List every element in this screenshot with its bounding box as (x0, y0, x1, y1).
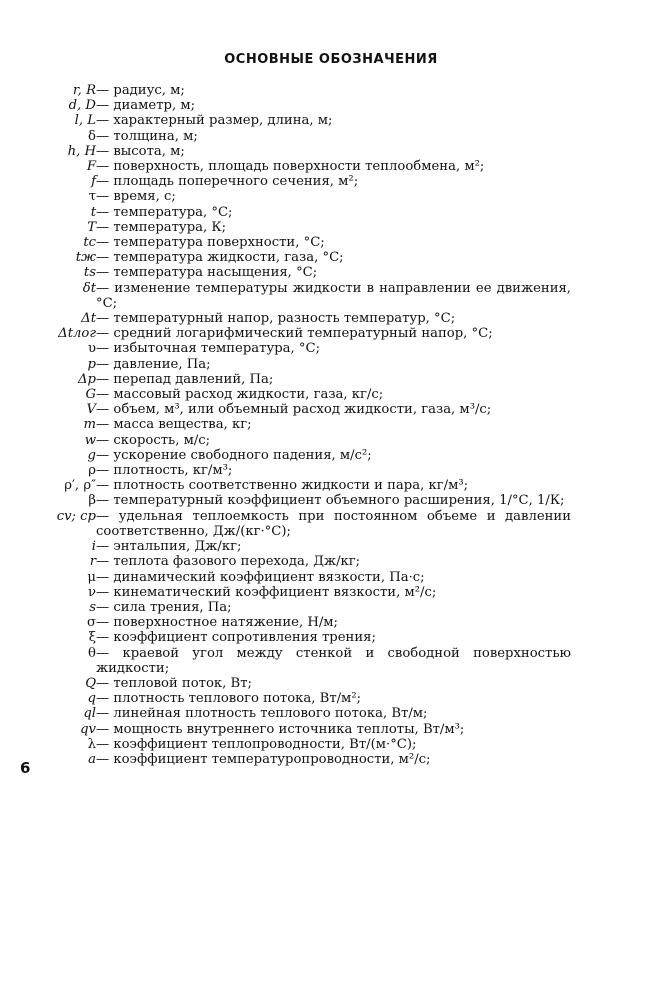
description: — диаметр, м; (96, 98, 196, 114)
symbol: β (88, 493, 96, 509)
description: — ускорение свободного падения, м/с²; (96, 447, 372, 463)
description: — плотность, кг/м³; (96, 463, 233, 479)
notation-entry (0, 433, 662, 448)
notation-entry (0, 752, 662, 767)
symbol: s (89, 599, 96, 615)
symbol: tж (75, 250, 96, 266)
notation-entry (0, 676, 662, 691)
notation-entry (0, 600, 662, 615)
description: — давление, Па; (96, 356, 211, 372)
symbol: λ (87, 736, 96, 752)
notation-entry (0, 174, 662, 189)
symbol: Δt (81, 311, 96, 327)
symbol: Δtлог (58, 326, 96, 342)
symbol: p (87, 356, 96, 372)
notation-entry (0, 265, 662, 280)
symbol: ρ (88, 463, 96, 479)
symbol: qv (80, 721, 96, 737)
notation-entry (0, 539, 662, 554)
description: — объем, м³, или объемный расход жидкости, газа, м³/с; (96, 402, 492, 418)
notation-entry (0, 341, 662, 356)
description: — линейная плотность теплового потока, Вт/м; (96, 706, 428, 722)
notation-entry (0, 372, 662, 387)
notation-entry (0, 706, 662, 721)
notation-entry (0, 387, 662, 402)
notation-entry (0, 570, 662, 585)
symbol: h, H (67, 143, 96, 159)
notation-entry (0, 235, 662, 250)
symbol: Q (85, 675, 96, 691)
description: — кинематический коэффициент вязкости, м²/с; (96, 584, 437, 600)
description: — удельная теплоемкость при постоянном объеме и давлении соответственно, Дж/(кг·°С); (96, 508, 571, 539)
description: — мощность внутреннего источника теплоты, Вт/м³; (96, 721, 465, 737)
notation-entry (0, 357, 662, 372)
symbol: υ (87, 341, 96, 357)
description: — коэффициент температуропроводности, м²/с; (96, 751, 431, 767)
symbol: Δp (78, 371, 96, 387)
description: — температура поверхности, °С; (96, 235, 325, 251)
description: — температура, К; (96, 219, 227, 235)
symbol: g (87, 447, 96, 463)
notation-entry (0, 83, 662, 98)
notation-entry (0, 189, 662, 204)
symbol: a (88, 751, 96, 767)
description: — высота, м; (96, 143, 185, 159)
notation-entry (0, 129, 662, 144)
symbol: ρ′, ρ″ (64, 478, 96, 494)
symbol: V (86, 402, 96, 418)
description: — температура, °С; (96, 204, 233, 220)
notation-list (0, 83, 662, 767)
description: — температура жидкости, газа, °С; (96, 250, 344, 266)
symbol: i (91, 539, 96, 555)
description: — время, с; (96, 189, 176, 205)
notation-entry (0, 98, 662, 113)
description: — площадь поперечного сечения, м²; (96, 174, 359, 190)
notation-entry (0, 478, 662, 493)
notation-entry (0, 585, 662, 600)
description: — коэффициент теплопроводности, Вт/(м·°С); (96, 736, 417, 752)
description: — перепад давлений, Па; (96, 371, 274, 387)
page-title: ОСНОВНЫЕ ОБОЗНАЧЕНИЯ (224, 52, 438, 67)
notation-entry (0, 250, 662, 265)
symbol: F (86, 159, 96, 175)
notation-entry (0, 493, 662, 508)
symbol: q (87, 691, 96, 707)
description: — коэффициент сопротивления трения; (96, 630, 376, 646)
description: — сила трения, Па; (96, 599, 232, 615)
description: — энтальпия, Дж/кг; (96, 539, 242, 555)
symbol: tс (83, 235, 96, 251)
notation-entry (0, 509, 662, 539)
description: — средний логарифмический температурный напор, °С; (96, 326, 493, 342)
description: — температура насыщения, °С; (96, 265, 318, 281)
symbol: ξ (88, 630, 96, 646)
notation-entry (0, 281, 662, 311)
symbol: w (84, 432, 96, 448)
notation-entry (0, 554, 662, 569)
symbol: cv; cp (56, 508, 96, 524)
notation-entry (0, 448, 662, 463)
symbol: ts (83, 265, 96, 281)
description: — температурный коэффициент объемного расширения, 1/°С, 1/К; (96, 493, 565, 509)
description: — тепловой поток, Вт; (96, 675, 252, 691)
description: — теплота фазового перехода, Дж/кг; (96, 554, 361, 570)
notation-entry (0, 402, 662, 417)
notation-entry (0, 615, 662, 630)
notation-entry (0, 630, 662, 645)
symbol: ν (87, 584, 96, 600)
symbol: l, L (74, 113, 96, 129)
symbol: f (91, 174, 96, 190)
notation-entry (0, 417, 662, 432)
symbol: μ (87, 569, 96, 585)
description: — динамический коэффициент вязкости, Па·с; (96, 569, 425, 585)
notation-entry (0, 144, 662, 159)
description: — краевой угол между стенкой и свободной поверхностью жидкости; (96, 645, 571, 676)
symbol: σ (86, 615, 96, 631)
symbol: T (87, 219, 96, 235)
description: — изменение температуры жидкости в направлении ее движения, °С; (96, 280, 571, 311)
description: — скорость, м/с; (96, 432, 211, 448)
notation-entry (0, 113, 662, 128)
notation-entry (0, 737, 662, 752)
symbol: θ (88, 645, 96, 661)
symbol: G (85, 387, 96, 403)
notation-entry (0, 220, 662, 235)
notation-entry (0, 691, 662, 706)
symbol: r (89, 554, 96, 570)
symbol: m (83, 417, 96, 433)
description: — толщина, м; (96, 128, 198, 144)
description: — избыточная температура, °С; (96, 341, 321, 357)
description: — плотность соответственно жидкости и пара, кг/м³; (96, 478, 469, 494)
page-number: 6 (20, 759, 31, 777)
description: — массовый расход жидкости, газа, кг/с; (96, 387, 384, 403)
notation-entry (0, 646, 662, 676)
notation-entry (0, 159, 662, 174)
symbol: t (90, 204, 96, 220)
description: — поверхность, площадь поверхности теплообмена, м²; (96, 159, 485, 175)
notation-entry (0, 205, 662, 220)
symbol: r, R (72, 83, 96, 98)
description: — плотность теплового потока, Вт/м²; (96, 691, 362, 707)
symbol: ql (83, 706, 96, 722)
notation-entry (0, 311, 662, 326)
description: — масса вещества, кг; (96, 417, 252, 433)
description: — поверхностное натяжение, Н/м; (96, 615, 338, 631)
symbol: τ (88, 189, 96, 205)
symbol: δt (82, 280, 96, 296)
notation-entry (0, 463, 662, 478)
symbol: d, D (68, 98, 96, 114)
symbol: δ (88, 128, 96, 144)
notation-entry (0, 722, 662, 737)
description: — характерный размер, длина, м; (96, 113, 333, 129)
description: — радиус, м; (96, 83, 185, 98)
notation-entry (0, 326, 662, 341)
description: — температурный напор, разность температур, °С; (96, 311, 456, 327)
